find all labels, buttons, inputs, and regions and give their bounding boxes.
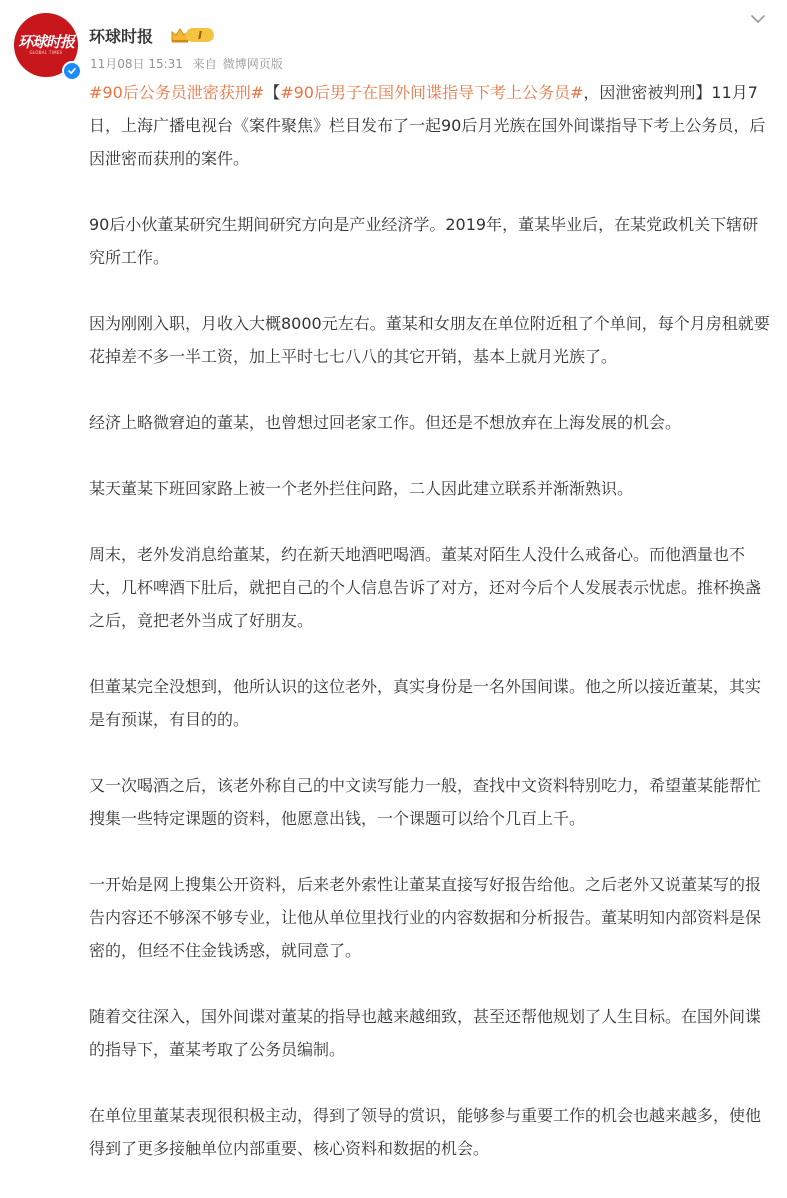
intro-text: 11月7日，上海广播电视台《案件聚焦》栏目发布了一起90后月光族在国外间谍指导下考上公务员，后因泄密而获刑的案件。 xyxy=(89,83,766,168)
topic-link-1[interactable]: #90后公务员泄密获刑# xyxy=(89,83,265,102)
paragraph: 某天董某下班回家路上被一个老外拦住问路，二人因此建立联系并渐渐熟识。 xyxy=(89,479,634,498)
bracket-open: 【 xyxy=(264,83,281,102)
avatar[interactable] xyxy=(14,13,78,77)
post-date[interactable]: 11月08日 15:31 xyxy=(90,57,183,71)
source-prefix: 来自 xyxy=(192,57,217,71)
paragraph: 随着交往深入，国外间谍对董某的指导也越来越细致，甚至还帮他规划了人生目标。在国外间谍的指导下，董某考取了公务员编制。 xyxy=(89,1007,762,1059)
author-name[interactable]: 环球时报 xyxy=(89,27,154,46)
member-level: I xyxy=(186,28,214,42)
post-content xyxy=(89,76,771,1198)
paragraph: 周末，老外发消息给董某，约在新天地酒吧喝酒。董某对陌生人没什么戒备心。而他酒量也不大，几杯啤酒下肚后，就把自己的个人信息告诉了对方，还对今后个人发展表示忧虑。推杯换盏之后，竟把老外当成了好朋友。 xyxy=(89,545,762,630)
post-headline xyxy=(89,76,771,175)
paragraph: 经济上略微窘迫的董某，也曾想过回老家工作。但还是不想放弃在上海发展的机会。 xyxy=(89,413,682,432)
topic-link-2[interactable]: #90后男子在国外间谍指导下考上公务员# xyxy=(280,83,584,102)
more-options-button[interactable] xyxy=(745,8,771,30)
paragraph: 90后小伙董某研究生期间研究方向是产业经济学。2019年，董某毕业后，在某党政机关下辖研究所工作。 xyxy=(89,215,759,267)
paragraph: 但董某完全没想到，他所认识的这位老外，真实身份是一名外国间谍。他之所以接近董某，其实是有预谋，有目的的。 xyxy=(89,677,762,729)
headline-tail: ，因泄密被判刑】 xyxy=(583,83,712,102)
post-meta xyxy=(90,55,289,72)
member-badge[interactable] xyxy=(170,26,216,44)
paragraph: 又一次喝酒之后，该老外称自己的中文读写能力一般，查找中文资料特别吃力，希望董某能帮忙搜集一些特定课题的资料，他愿意出钱，一个课题可以给个几百上千。 xyxy=(89,776,762,828)
paragraph: 在单位里董某表现很积极主动，得到了领导的赏识，能够参与重要工作的机会也越来越多，使他得到了更多接触单位内部重要、核心资料和数据的机会。 xyxy=(89,1106,762,1158)
post-source: 微博网页版 xyxy=(222,57,283,71)
paragraph: 一开始是网上搜集公开资料，后来老外索性让董某直接写好报告给他。之后老外又说董某写的报告内容还不够深不够专业，让他从单位里找行业的内容数据和分析报告。董某明知内部资料是保密的，但经不住金钱诱惑，就同意了。 xyxy=(89,875,762,960)
verified-icon xyxy=(62,61,82,81)
avatar-logo-text: 环球时报 xyxy=(17,33,74,51)
chevron-down-icon xyxy=(750,14,766,24)
paragraph: 因为刚刚入职，月收入大概8000元左右。董某和女朋友在单位附近租了个单间，每个月房租就要花掉差不多一半工资，加上平时七七八八的其它开销，基本上就月光族了。 xyxy=(89,314,770,366)
avatar-logo-subtext: GLOBAL TIMES xyxy=(29,50,63,55)
post-header xyxy=(0,0,787,86)
